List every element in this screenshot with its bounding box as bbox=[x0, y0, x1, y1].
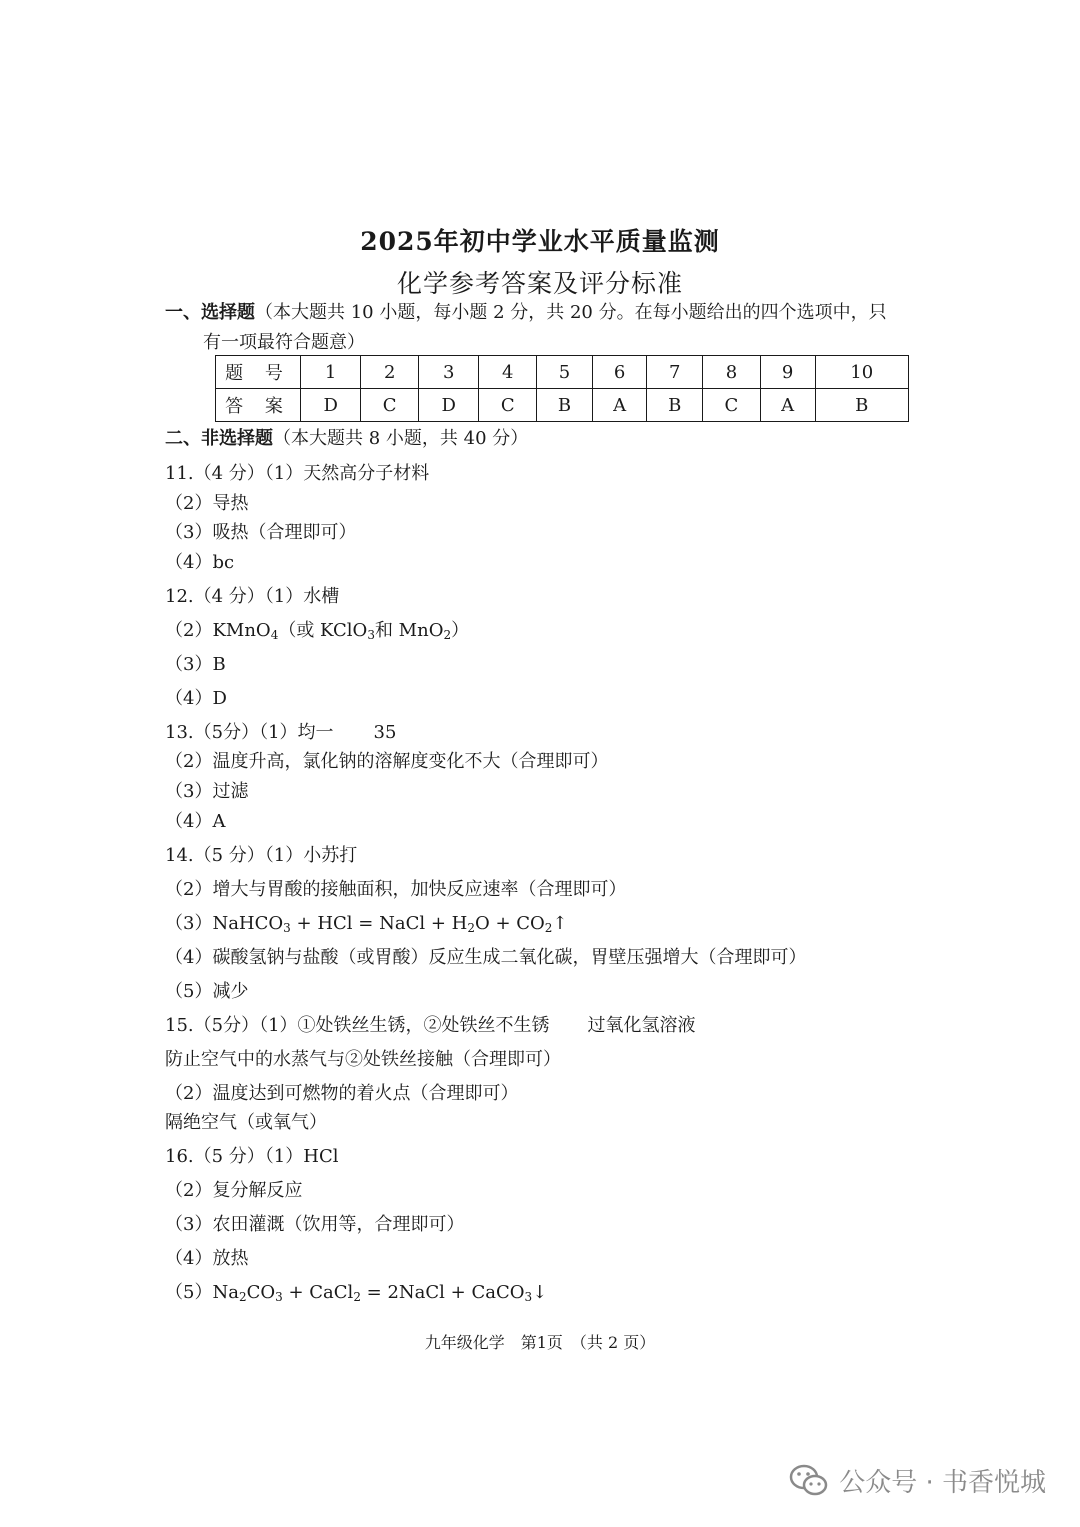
answer-cell: B bbox=[537, 389, 593, 422]
answer-cell: C bbox=[703, 389, 761, 422]
section-nonchoice-title: 二、非选择题 bbox=[165, 428, 273, 449]
answer-line: （2）复分解反应 bbox=[165, 1180, 303, 1201]
answer-line: （4）放热 bbox=[165, 1248, 249, 1269]
answer-line: （4）bc bbox=[165, 552, 235, 573]
page-footer: 九年级化学 第1页 （共 2 页） bbox=[424, 1333, 656, 1352]
answer-line: 12.（4 分）（1）水槽 bbox=[165, 586, 340, 607]
answer-line: 隔绝空气（或氧气） bbox=[165, 1112, 327, 1133]
answer-line: （4）D bbox=[165, 688, 227, 709]
answer-cell: A bbox=[592, 389, 647, 422]
answer-line: 14.（5 分）（1）小苏打 bbox=[165, 845, 358, 866]
section-choice-title: 一、选择题 bbox=[165, 302, 255, 323]
answer-cell: B bbox=[647, 389, 703, 422]
question-number: 10 bbox=[815, 356, 909, 389]
answer-line: （2）导热 bbox=[165, 493, 249, 514]
answer-line-formula: （2）KMnO$_4$（或 KClO$_3$和 MnO$_2$） bbox=[165, 620, 470, 642]
answer-line: （4）碳酸氢钠与盐酸（或胃酸）反应生成二氧化碳，胃壁压强增大（合理即可） bbox=[165, 947, 807, 968]
question-number: 5 bbox=[537, 356, 593, 389]
answer-line: （2）温度达到可燃物的着火点（合理即可） bbox=[165, 1083, 519, 1104]
document-subtitle: 化学参考答案及评分标准 bbox=[396, 269, 683, 298]
question-number: 4 bbox=[479, 356, 537, 389]
answer-line: （5）减少 bbox=[165, 981, 249, 1002]
answer-line: （2）增大与胃酸的接触面积，加快反应速率（合理即可） bbox=[165, 879, 627, 900]
section-choice-desc: （本大题共 10 小题，每小题 2 分，共 20 分。在每小题给出的四个选项中，只 bbox=[255, 302, 887, 323]
answer-line: （2）温度升高，氯化钠的溶解度变化不大（合理即可） bbox=[165, 751, 609, 772]
question-number: 2 bbox=[361, 356, 419, 389]
answer-line: 防止空气中的水蒸气与②处铁丝接触（合理即可） bbox=[165, 1049, 561, 1070]
watermark-text: 公众号 · 书香悦城 bbox=[839, 1468, 1046, 1498]
answer-table-number-row bbox=[216, 356, 909, 389]
answer-cell: D bbox=[301, 389, 361, 422]
answer-line-formula: （3）NaHCO$_3$ + HCl = NaCl + $H_2O$ + $CO_2↑$ bbox=[165, 913, 568, 935]
answer-table bbox=[215, 355, 909, 422]
question-number: 9 bbox=[760, 356, 815, 389]
question-number: 7 bbox=[647, 356, 703, 389]
wechat-icon bbox=[789, 1464, 829, 1498]
answer-line: 15.（5分）（1）①处铁丝生锈，②处铁丝不生锈 过氧化氢溶液 bbox=[165, 1015, 696, 1036]
answer-line: （4）A bbox=[165, 811, 226, 832]
answer-line: 11.（4 分）（1）天然高分子材料 bbox=[165, 463, 430, 484]
watermark bbox=[789, 1462, 1046, 1499]
answer-cell: C bbox=[361, 389, 419, 422]
answer-line: （3）B bbox=[165, 654, 226, 675]
section-choice-header bbox=[165, 298, 925, 358]
answer-line: （3）过滤 bbox=[165, 781, 249, 802]
section-choice-desc-cont: 有一项最符合题意） bbox=[203, 332, 365, 353]
question-number: 3 bbox=[419, 356, 479, 389]
answer-cell: A bbox=[760, 389, 815, 422]
row-label-answer: 答 案 bbox=[216, 389, 301, 422]
question-number: 6 bbox=[592, 356, 647, 389]
answer-line: 16.（5 分）（1）HCl bbox=[165, 1146, 339, 1167]
answer-cell: D bbox=[419, 389, 479, 422]
row-label-number: 题 号 bbox=[216, 356, 301, 389]
answer-line: （3）农田灌溉（饮用等，合理即可） bbox=[165, 1214, 465, 1235]
question-number: 1 bbox=[301, 356, 361, 389]
answer-line-formula: $(5)Na_2CO_3$ + CaCl$_2$ = 2NaCl + CaCO$_3$↓ bbox=[165, 1282, 548, 1304]
section-nonchoice-desc: （本大题共 8 小题，共 40 分） bbox=[273, 428, 529, 449]
section-nonchoice-header bbox=[165, 426, 528, 452]
document-title: 2025年初中学业水平质量监测 bbox=[360, 227, 720, 256]
answer-line: 13.（5分）（1）均一 35 bbox=[165, 722, 397, 743]
answer-cell: C bbox=[479, 389, 537, 422]
answer-table-answer-row bbox=[216, 389, 909, 422]
answer-line: （3）吸热（合理即可） bbox=[165, 522, 357, 543]
question-number: 8 bbox=[703, 356, 761, 389]
answer-cell: B bbox=[815, 389, 909, 422]
